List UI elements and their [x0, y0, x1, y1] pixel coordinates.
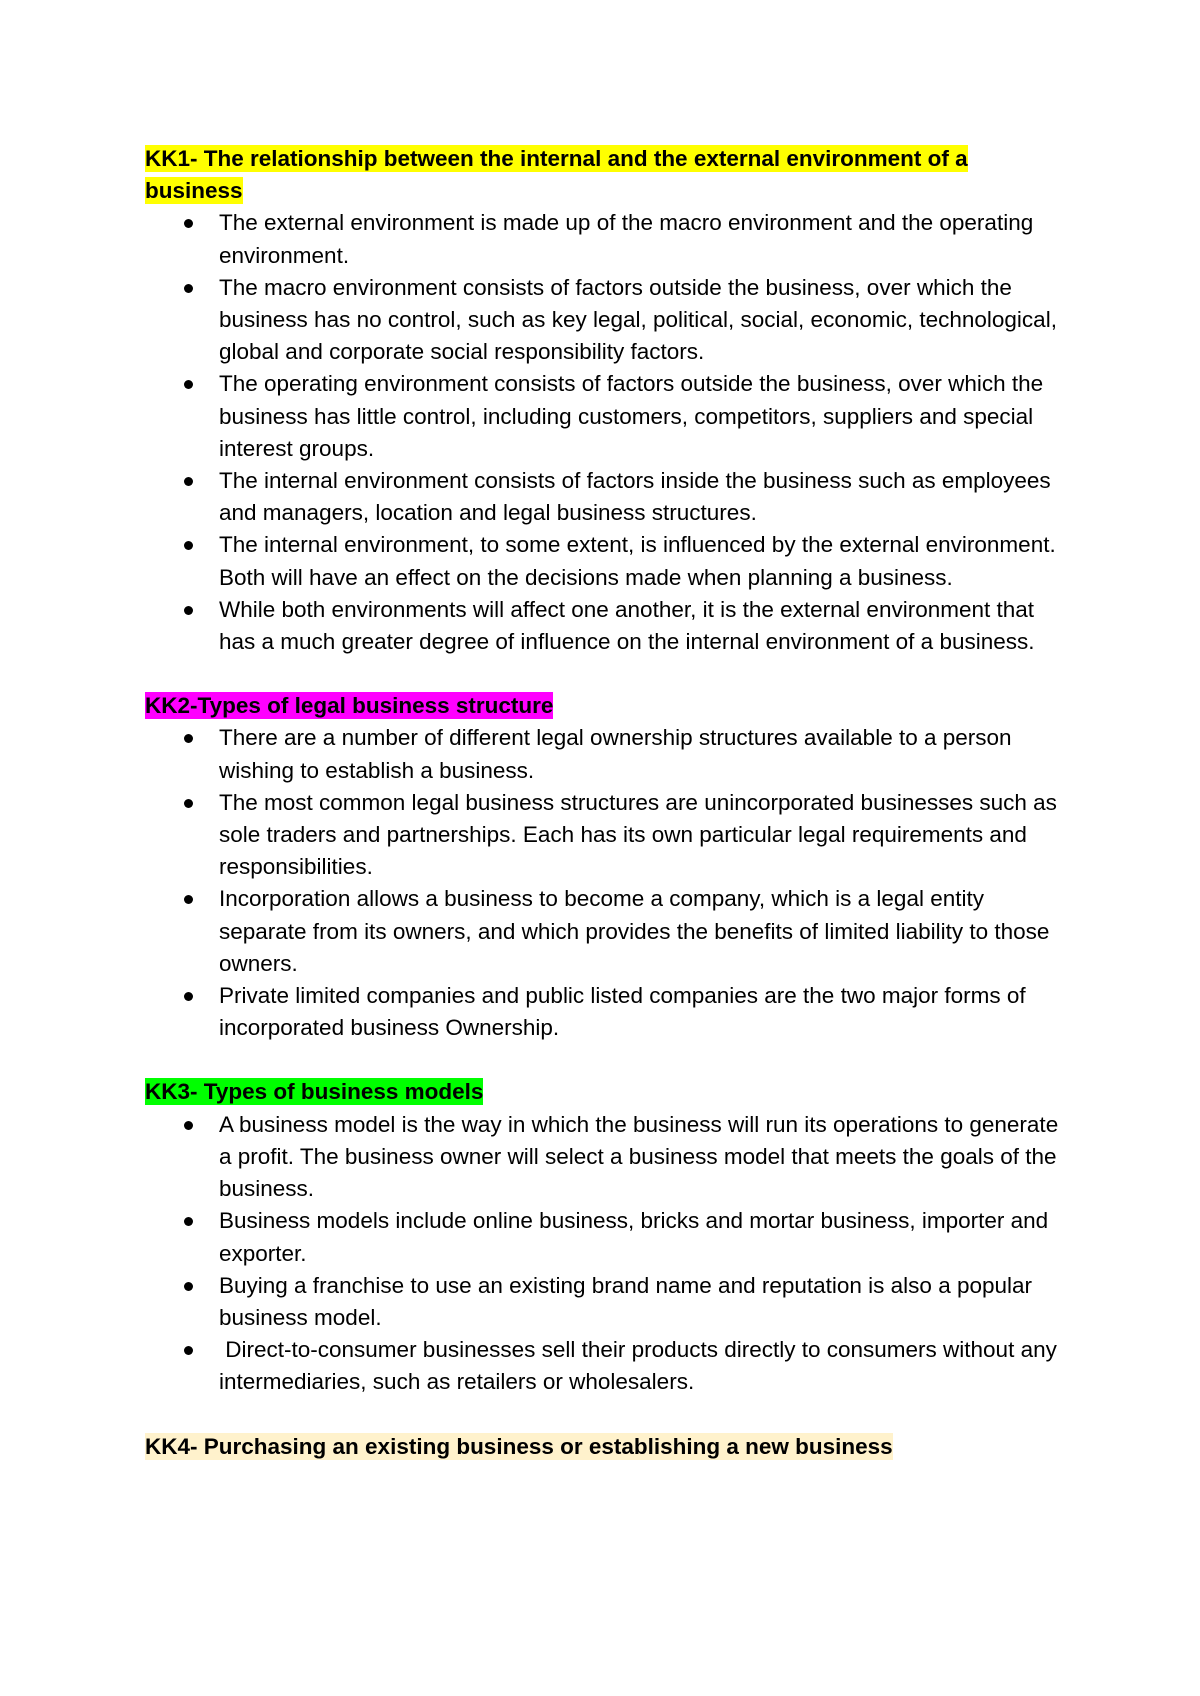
list-item [219, 980, 1060, 1044]
list-item-text: A business model is the way in which the business will run its operations to generate a profit. The business owner will select a business model that meets the goals of the business. [219, 1111, 1059, 1202]
section-kk1 [145, 143, 1060, 658]
list-item [219, 465, 1060, 529]
list-item [219, 368, 1060, 465]
bullet-icon [184, 1282, 193, 1291]
bullet-icon [184, 992, 193, 1001]
bullet-icon [184, 799, 193, 808]
list-item [219, 722, 1060, 786]
list-item [219, 883, 1060, 980]
bullet-list [145, 722, 1060, 1044]
list-item-text: Private limited companies and public listed companies are the two major forms of incorporated business Ownership. [219, 983, 1026, 1041]
list-item-text: Direct-to-consumer businesses sell their products directly to consumers without any intermediaries, such as retailers or wholesalers. [219, 1337, 1064, 1395]
list-item [219, 594, 1060, 658]
list-item-text: There are a number of different legal ownership structures available to a person wishing to establish a business. [219, 725, 1012, 783]
list-item-text: Business models include online business, bricks and mortar business, importer and exporter. [219, 1208, 1049, 1266]
bullet-icon [184, 1217, 193, 1226]
section-heading [145, 1076, 1060, 1108]
list-item-text: Buying a franchise to use an existing brand name and reputation is also a popular business model. [219, 1272, 1033, 1330]
section-heading [145, 690, 1060, 722]
bullet-icon [184, 895, 193, 904]
list-item [219, 1205, 1060, 1269]
bullet-icon [184, 380, 193, 389]
list-item-text: The most common legal business structures are unincorporated businesses such as sole traders and partnerships. Each has its own particular legal requirements and responsibilities. [219, 789, 1057, 880]
highlighted-heading-text: KK1- The relationship between the internal and the external environment of a business [145, 146, 968, 204]
bullet-icon [184, 1121, 193, 1130]
bullet-icon [184, 1346, 193, 1355]
list-item [219, 787, 1060, 884]
list-item-text: Incorporation allows a business to become a company, which is a legal entity separate from its owners, and which provides the benefits of limited liability to those owners. [219, 886, 1050, 976]
bullet-icon [184, 284, 193, 293]
section-kk2 [145, 690, 1060, 1044]
list-item [219, 1109, 1060, 1206]
section-heading [145, 143, 1060, 207]
bullet-icon [184, 734, 193, 743]
list-item-text: The external environment is made up of the macro environment and the operating environment. [219, 210, 1034, 268]
list-item [219, 529, 1060, 593]
bullet-list [145, 207, 1060, 658]
list-item [219, 1334, 1064, 1398]
bullet-icon [184, 606, 193, 615]
highlighted-heading-text: KK3- Types of business models [145, 1079, 484, 1105]
list-item [219, 272, 1060, 369]
section-kk4 [145, 1431, 1060, 1463]
highlighted-heading-text: KK2-Types of legal business structure [145, 693, 554, 719]
bullet-list [145, 1109, 1064, 1399]
list-item-text: The macro environment consists of factors outside the business, over which the business has no control, such as key legal, political, social, economic, technological, global and corporate social responsibility factors. [219, 274, 1057, 365]
bullet-icon [184, 477, 193, 486]
list-item-text: The operating environment consists of factors outside the business, over which the business has little control, including customers, competitors, suppliers and special interest groups. [219, 371, 1044, 461]
list-item [219, 207, 1060, 271]
bullet-icon [184, 541, 193, 550]
list-item-text: The internal environment, to some extent, is influenced by the external environment. Both will have an effect on the decisions made when planning a business. [219, 532, 1056, 590]
list-item-text: The internal environment consists of factors inside the business such as employees and managers, location and legal business structures. [219, 468, 1051, 526]
bullet-icon [184, 219, 193, 228]
highlighted-heading-text: KK4- Purchasing an existing business or establishing a new business [145, 1433, 893, 1459]
list-item-text: While both environments will affect one another, it is the external environment that has a much greater degree of influence on the internal environment of a business. [219, 596, 1035, 655]
list-item [219, 1270, 1060, 1334]
section-kk3 [145, 1076, 1064, 1398]
section-heading [145, 1431, 1060, 1463]
